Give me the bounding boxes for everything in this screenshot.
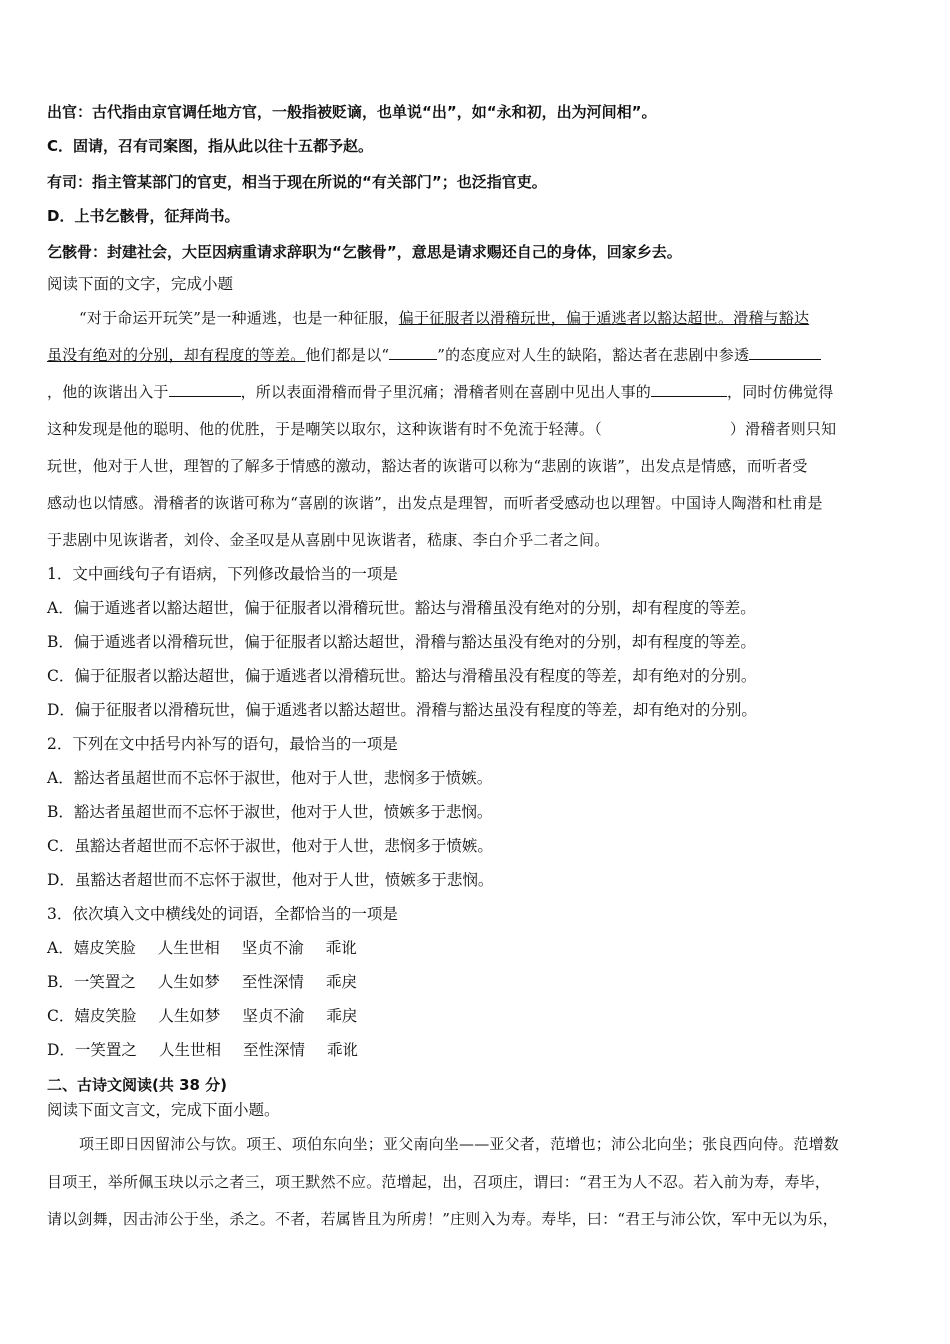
question-2-stem: 2．下列在文中括号内补写的语句，最恰当的一项是 xyxy=(47,735,398,753)
option-c-text: C．固请，召有司案图，指从此以往十五都予赵。 xyxy=(47,137,374,155)
passage-line-3 xyxy=(47,382,905,402)
underlined-sentence: 偏于征服者以滑稽玩世，偏于遁逃者以豁达超世。滑稽与豁达 xyxy=(398,309,810,327)
blank-1[interactable] xyxy=(389,345,437,360)
passage-text: ）滑稽者则只知 xyxy=(729,420,837,438)
classical-line-1 xyxy=(47,1134,905,1154)
word: 至性深情 xyxy=(241,973,304,991)
word: 坚贞不渝 xyxy=(241,939,304,957)
question-2-option-c[interactable]: C．虽豁达者超世而不忘怀于淑世，他对于人世，悲悯多于愤嫉。 xyxy=(47,837,493,855)
option-d-text: D．上书乞骸骨，征拜尚书。 xyxy=(47,207,240,225)
section-2-heading: 二、古诗文阅读(共 38 分) xyxy=(47,1076,228,1094)
classical-text: 项王即日因留沛公与饮。项王、项伯东向坐；亚父南向坐——亚父者，范增也；沛公北向坐；张良西向侍。范增数 xyxy=(79,1135,840,1153)
blank-3[interactable] xyxy=(169,382,241,397)
question-1-option-a[interactable]: A．偏于遁逃者以豁达超世，偏于征服者以滑稽玩世。豁达与滑稽虽没有绝对的分别，却有程度的等差。 xyxy=(47,599,756,617)
blank-4[interactable] xyxy=(651,382,727,397)
blank-2[interactable] xyxy=(749,345,821,360)
question-3-option-b[interactable] xyxy=(47,972,905,992)
word: 人生世相 xyxy=(157,939,220,957)
reading-intro: 阅读下面的文字，完成小题 xyxy=(47,275,234,293)
word: 人生世相 xyxy=(158,1041,221,1059)
question-1-stem: 1．文中画线句子有语病，下列修改最恰当的一项是 xyxy=(47,565,398,583)
word: B．一笑置之 xyxy=(47,973,136,991)
word: 乖讹 xyxy=(326,1041,358,1059)
word: 坚贞不渝 xyxy=(242,1007,305,1025)
classical-line-2: 目项王，举所佩玉玦以示之者三，项王默然不应。范增起，出，召项庄，谓曰：“君王为人不忍。若入前为寿，寿毕， xyxy=(47,1173,831,1191)
note-yousi: 有司：指主管某部门的官吏，相当于现在所说的“有关部门”；也泛指官吏。 xyxy=(47,173,547,191)
word: 至性深情 xyxy=(242,1041,305,1059)
word: 人生如梦 xyxy=(158,1007,221,1025)
passage-line-4 xyxy=(47,419,905,439)
question-3-option-c[interactable] xyxy=(47,1006,905,1026)
passage-text: 这种发现是他的聪明、他的优胜，于是嘲笑以取尔，这种诙谐有时不免流于轻薄。（ xyxy=(47,420,602,438)
question-2-option-a[interactable]: A．豁达者虽超世而不忘怀于淑世，他对于人世，悲悯多于愤嫉。 xyxy=(47,769,493,787)
passage-text: ”的态度应对人生的缺陷，豁达者在悲剧中参透 xyxy=(437,346,750,364)
word: 乖讹 xyxy=(325,939,357,957)
word: C．嬉皮笑脸 xyxy=(47,1007,137,1025)
passage-line-2 xyxy=(47,345,905,365)
word: 人生如梦 xyxy=(157,973,220,991)
question-3-option-a[interactable] xyxy=(47,938,905,958)
question-3-stem: 3．依次填入文中横线处的词语，全都恰当的一项是 xyxy=(47,905,398,923)
passage-line-6: 感动也以情感。滑稽者的诙谐可称为“喜剧的诙谐”，出发点是理智，而听者受感动也以理智。中国诗人陶潜和杜甫是 xyxy=(47,494,823,512)
question-1-option-b[interactable]: B．偏于遁逃者以滑稽玩世，偏于征服者以豁达超世，滑稽与豁达虽没有绝对的分别，却有程度的等差。 xyxy=(47,633,756,651)
note-chuguan: 出官：古代指由京官调任地方官，一般指被贬谪，也单说“出”，如“永和初，出为河间相”。 xyxy=(47,103,657,121)
passage-line-7: 于悲剧中见诙谐者，刘伶、金圣叹是从喜剧中见诙谐者，嵇康、李白介乎二者之间。 xyxy=(47,531,610,549)
passage-text: ，他的诙谐出入于 xyxy=(47,383,169,401)
passage-line-1 xyxy=(47,308,905,328)
passage-line-5: 玩世，他对于人世，理智的了解多于情感的激动，豁达者的诙谐可以称为“悲剧的诙谐”，出发点是情感，而听者受 xyxy=(47,457,808,475)
question-1-option-c[interactable]: C．偏于征服者以豁达超世，偏于遁逃者以滑稽玩世。豁达与滑稽虽没有程度的等差，却有绝对的分别。 xyxy=(47,667,757,685)
question-2-option-d[interactable]: D．虽豁达者超世而不忘怀于淑世，他对于人世，愤嫉多于悲悯。 xyxy=(47,871,494,889)
underlined-sentence: 虽没有绝对的分别，却有程度的等差。 xyxy=(47,346,306,364)
note-qihaigu: 乞骸骨：封建社会，大臣因病重请求辞职为“乞骸骨”，意思是请求赐还自己的身体，回家乡去。 xyxy=(47,243,682,261)
passage-text: “对于命运开玩笑”是一种遁逃，也是一种征服， xyxy=(79,309,399,327)
word: 乖戾 xyxy=(326,1007,358,1025)
passage-text: ，同时仿佛觉得 xyxy=(727,383,834,401)
question-2-option-b[interactable]: B．豁达者虽超世而不忘怀于淑世，他对于人世，愤嫉多于悲悯。 xyxy=(47,803,493,821)
passage-text: ，所以表面滑稽而骨子里沉痛；滑稽者则在喜剧中见出人事的 xyxy=(240,383,652,401)
classical-line-3: 请以剑舞，因击沛公于坐，杀之。不者，若属皆且为所虏！”庄则入为寿。寿毕，曰：“君王与沛公饮，军中无以为乐， xyxy=(47,1210,838,1228)
section-2-intro: 阅读下面文言文，完成下面小题。 xyxy=(47,1101,280,1119)
word: 乖戾 xyxy=(325,973,357,991)
question-1-option-d[interactable]: D．偏于征服者以滑稽玩世，偏于遁逃者以豁达超世。滑稽与豁达虽没有程度的等差，却有绝对的分别。 xyxy=(47,701,757,719)
question-3-option-d[interactable] xyxy=(47,1040,905,1060)
word: A．嬉皮笑脸 xyxy=(47,939,136,957)
passage-text: 他们都是以“ xyxy=(305,346,390,364)
word: D．一笑置之 xyxy=(47,1041,137,1059)
